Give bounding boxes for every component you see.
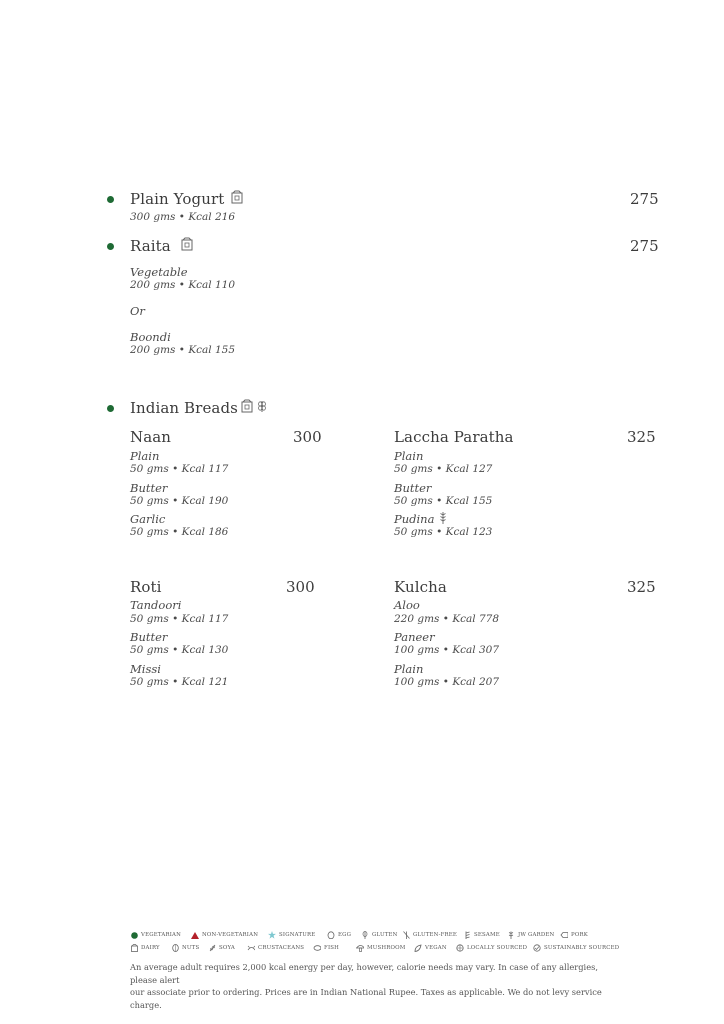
footer-disclaimer [130,961,610,1011]
laccha-variant-nutrition: 50 gms • Kcal 155 [394,495,493,507]
kulcha-variant: Plain [394,662,424,676]
vegan-icon [414,944,422,952]
legend-sustainably-sourced: SUSTAINABLY SOURCED [533,944,619,952]
roti-variant-nutrition: 50 gms • Kcal 117 [130,613,229,625]
legend-dairy: DAIRY [130,944,160,952]
legend-mushroom: MUSHROOM [356,944,405,952]
naan-variant-nutrition: 50 gms • Kcal 190 [130,495,229,507]
sesame-icon [463,931,471,939]
gluten-icon [257,399,267,413]
kulcha-variant: Aloo [394,598,420,612]
nuts-icon [171,944,179,952]
gluten-icon [361,931,369,939]
jw-garden-icon [507,931,515,939]
legend-gluten: GLUTEN [361,931,398,939]
locally-sourced-icon [456,944,464,952]
kulcha-variant-nutrition: 100 gms • Kcal 207 [394,676,500,688]
legend-pork: PORK [560,931,588,939]
footer-line-2: our associate prior to ordering. Prices are in Indian National Rupee. Taxes as applicable. We do not levy service charge. [130,987,602,1010]
item-price-laccha-paratha: 325 [627,428,656,446]
item-price-raita: 275 [630,237,659,255]
sustainably-sourced-icon [533,944,541,952]
naan-variant-nutrition: 50 gms • Kcal 117 [130,463,229,475]
item-price-plain-yogurt: 275 [630,190,659,208]
naan-variant: Butter [130,481,168,495]
naan-variant-nutrition: 50 gms • Kcal 186 [130,526,229,538]
gluten-free-icon [402,931,410,939]
jw-garden-icon [439,511,447,525]
legend-crustaceans: CRUSTACEANS [247,944,304,952]
legend-signature: SIGNATURE [268,931,315,939]
soya-icon [208,944,216,952]
egg-icon [327,931,335,939]
item-title-laccha-paratha: Laccha Paratha [394,428,514,446]
mushroom-icon [356,944,364,952]
non-vegetarian-icon [191,931,199,939]
roti-variant-nutrition: 50 gms • Kcal 130 [130,644,229,656]
item-title-raita: Raita [130,237,171,255]
laccha-variant-nutrition: 50 gms • Kcal 123 [394,526,493,538]
section-title-indian-breads: Indian Breads [130,399,238,417]
nutrition-plain-yogurt: 300 gms • Kcal 216 [130,211,236,223]
signature-star-icon [268,931,276,939]
crustaceans-icon [247,944,255,952]
pork-icon [560,931,568,939]
item-price-naan: 300 [293,428,322,446]
nutrition-raita-boondi: 200 gms • Kcal 155 [130,344,236,356]
vegetarian-dot [107,196,114,203]
roti-variant-nutrition: 50 gms • Kcal 121 [130,676,229,688]
item-title-naan: Naan [130,428,172,446]
naan-variant: Garlic [130,512,166,526]
laccha-variant: Pudina [394,512,435,526]
legend-jw-garden: JW GARDEN [507,931,554,939]
footer-line-1: An average adult requires 2,000 kcal energy per day, however, calorie needs may vary. In case of any allergies, please alert [130,962,599,985]
kulcha-variant: Paneer [394,630,435,644]
roti-variant: Tandoori [130,598,182,612]
nutrition-raita-vegetable: 200 gms • Kcal 110 [130,279,236,291]
naan-variant: Plain [130,449,160,463]
item-price-kulcha: 325 [627,578,656,596]
legend-non-vegetarian: NON-VEGETARIAN [191,931,258,939]
item-title-kulcha: Kulcha [394,578,447,596]
kulcha-variant-nutrition: 220 gms • Kcal 778 [394,613,500,625]
legend-sesame: SESAME [463,931,500,939]
dairy-icon [231,190,243,204]
dairy-icon [181,237,193,251]
laccha-variant-nutrition: 50 gms • Kcal 127 [394,463,493,475]
legend-locally-sourced: LOCALLY SOURCED [456,944,527,952]
legend-vegan: VEGAN [414,944,447,952]
raita-variant-vegetable: Vegetable [130,265,188,279]
dairy-icon [130,944,138,952]
raita-variant-boondi: Boondi [130,330,171,344]
item-title-roti: Roti [130,578,162,596]
vegetarian-dot [107,405,114,412]
legend-fish: FISH [313,944,339,952]
item-title-plain-yogurt: Plain Yogurt [130,190,225,208]
legend-gluten-free: GLUTEN-FREE [402,931,457,939]
laccha-variant: Butter [394,481,432,495]
legend-vegetarian: VEGETARIAN [130,931,181,939]
legend-egg: EGG [327,931,351,939]
item-price-roti: 300 [286,578,315,596]
laccha-variant: Plain [394,449,424,463]
legend-soya: SOYA [208,944,235,952]
raita-or-text: Or [130,304,145,318]
dairy-icon [241,399,253,413]
vegetarian-dot [107,243,114,250]
roti-variant: Missi [130,662,161,676]
vegetarian-icon [130,931,138,939]
roti-variant: Butter [130,630,168,644]
fish-icon [313,944,321,952]
kulcha-variant-nutrition: 100 gms • Kcal 307 [394,644,500,656]
legend-nuts: NUTS [171,944,199,952]
